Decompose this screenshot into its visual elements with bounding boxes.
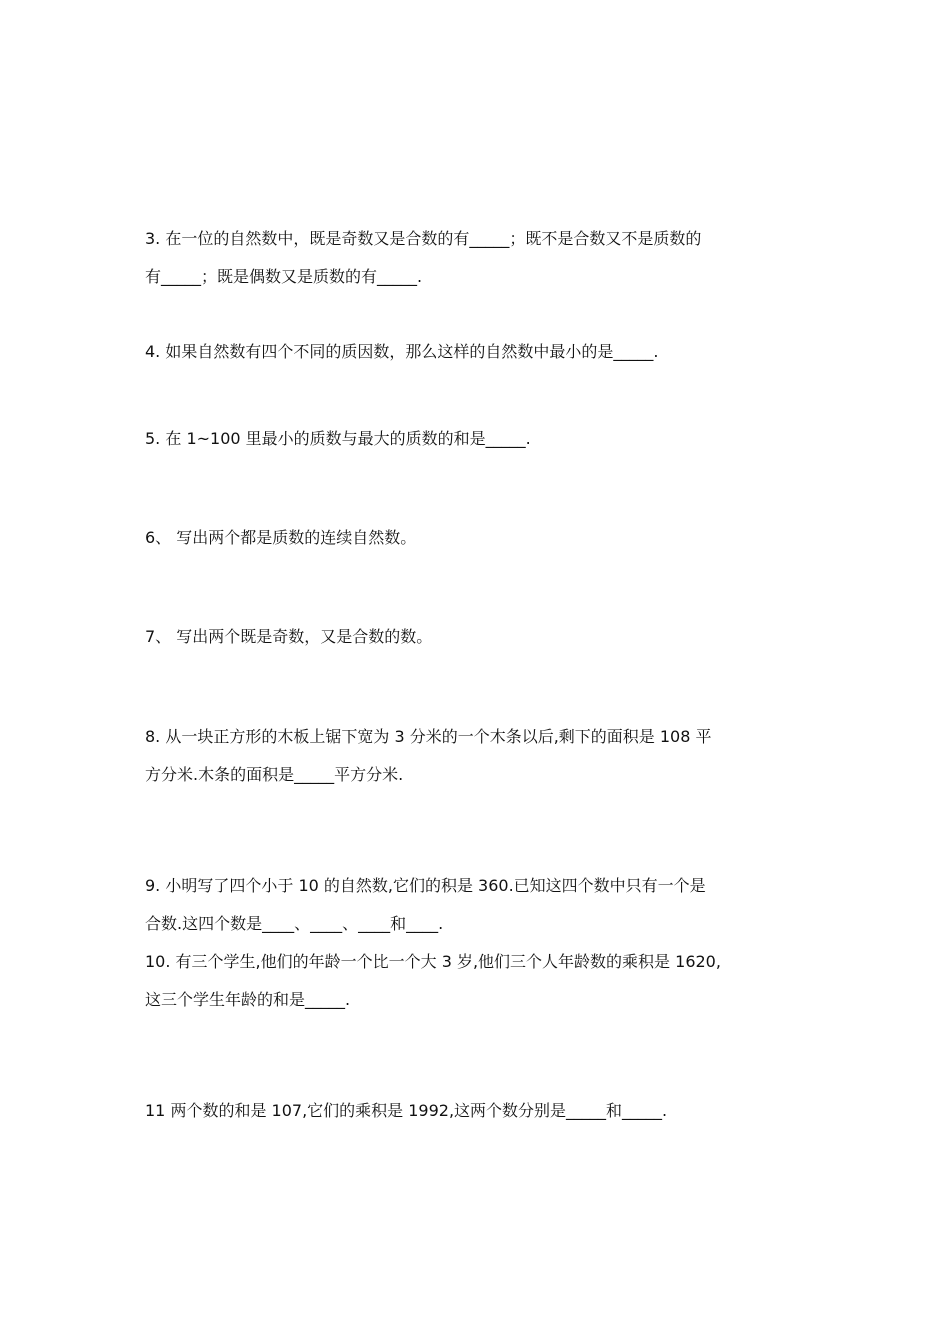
question-5 (145, 420, 815, 458)
question-4-line-1: 4. 如果自然数有四个不同的质因数，那么这样的自然数中最小的是_____. (145, 342, 659, 361)
question-10-line-2: 这三个学生年龄的和是_____. (145, 990, 351, 1009)
question-9-line-1: 9. 小明写了四个小于 10 的自然数,它们的积是 360.已知这四个数中只有一个是 (145, 876, 706, 895)
question-11-line-1: 11 两个数的和是 107,它们的乘积是 1992,这两个数分别是_____和_____. (145, 1101, 668, 1120)
question-5-line-1: 5. 在 1~100 里最小的质数与最大的质数的和是_____. (145, 429, 531, 448)
question-4 (145, 333, 815, 371)
question-7-line-1: 7、 写出两个既是奇数，又是合数的数。 (145, 627, 433, 646)
question-8 (145, 718, 815, 794)
question-8-line-1: 8. 从一块正方形的木板上锯下宽为 3 分米的一个木条以后,剩下的面积是 108 平 (145, 727, 712, 746)
question-8-line-2: 方分米.木条的面积是_____平方分米. (145, 765, 404, 784)
question-10-line-1: 10. 有三个学生,他们的年龄一个比一个大 3 岁,他们三个人年龄数的乘积是 1620, (145, 952, 721, 971)
question-7 (145, 618, 815, 656)
question-3-line-2: 有_____；既是偶数又是质数的有_____. (145, 267, 423, 286)
question-6-line-1: 6、 写出两个都是质数的连续自然数。 (145, 528, 417, 547)
question-3 (145, 220, 815, 296)
question-9 (145, 867, 815, 943)
question-9-line-2: 合数.这四个数是____、____、____和____. (145, 914, 444, 933)
question-3-line-1: 3. 在一位的自然数中，既是奇数又是合数的有_____；既不是合数又不是质数的 (145, 229, 702, 248)
question-11 (145, 1092, 815, 1130)
question-6 (145, 519, 815, 557)
question-10 (145, 943, 815, 1019)
